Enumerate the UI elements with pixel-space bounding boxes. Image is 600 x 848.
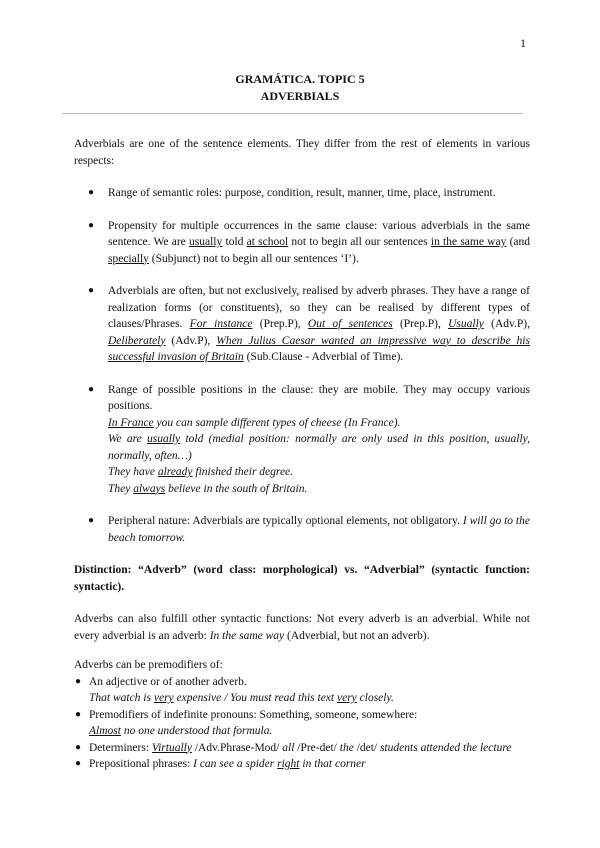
page-number: 1 (520, 36, 526, 50)
document-subtitle: ADVERBIALS (260, 89, 340, 103)
bullet-icon: ● (88, 285, 95, 296)
list-item: ● Prepositional phrases: I can see a spider right in that corner (74, 756, 530, 773)
bullet-icon: ● (75, 741, 82, 753)
bullet-icon: ● (75, 675, 82, 687)
bullet-icon: ● (75, 708, 82, 720)
document-title: GRAMÁTICA. TOPIC 5 (235, 72, 365, 86)
distinction-heading: Distinction: “Adverb” (word class: morphological) vs. “Adverbial” (syntactic function: syntactic). (74, 564, 530, 593)
paragraph: Adverbs can also fulfill other syntactic functions: Not every adverb is an adverbial. While not every adverbial is an adverb: In the same way (Adverbial, but not an adverb). (74, 613, 530, 642)
list-item: ● Determiners: Virtually /Adv.Phrase-Mod/ all /Pre-det/ the /det/ students attended the lecture (74, 740, 530, 757)
list-item: ● Peripheral nature: Adverbials are typically optional elements, not obligatory. I will go to the beach tomorrow. (88, 515, 530, 544)
list-item: ● An adjective or of another adverb. That watch is very expensive / You must read this text very closely. (75, 675, 394, 704)
bullet-icon: ● (88, 515, 95, 526)
characteristics-list (74, 185, 530, 546)
premodifiers-intro: Adverbs can be premodifiers of: (74, 659, 223, 671)
document-body (74, 136, 530, 773)
bullet-icon: ● (88, 383, 95, 395)
list-item: ● Premodifiers of indefinite pronouns: Something, someone, somewhere: Almost no one understood that formula. (75, 708, 418, 737)
premodifiers-list (74, 674, 530, 773)
bullet-icon: ● (88, 187, 95, 198)
title-divider (62, 113, 523, 114)
intro-paragraph: Adverbials are one of the sentence elements. They differ from the rest of elements in various respects: (74, 138, 530, 167)
bullet-icon: ● (88, 219, 95, 231)
list-item: ● Range of semantic roles: purpose, condition, result, manner, time, place, instrument. (74, 185, 530, 202)
bullet-icon: ● (75, 758, 82, 769)
list-item: ● Adverbials are often, but not exclusively, realised by adverb phrases. They have a range of realization forms (or constituents), so they can be realised by different types of clauses/Phrases. For instance (Prep.P), Out of sentences (Prep.P), Usually (Adv.P), Deliberately (Adv.P), When Julius Caesar wanted an impressive way to describe his successful invasion of Britain (Sub.Clause - Adverbial of Time). (88, 285, 531, 363)
list-item: ● Range of possible positions in the clause: they are mobile. They may occupy various positions. In France you can sample different types of cheese (In France). We are usually told (medial position: normally are only used in this position, usually, normally, often…) They have already finished their degree. They always believe in the south of Britain. (88, 383, 531, 495)
list-item: ● Propensity for multiple occurrences in the same clause: various adverbials in the same sentence. We are usually told at school not to begin all our sentences in the same way (and specially (Subjunct) not to begin all our sentences ‘I’). (88, 219, 531, 265)
